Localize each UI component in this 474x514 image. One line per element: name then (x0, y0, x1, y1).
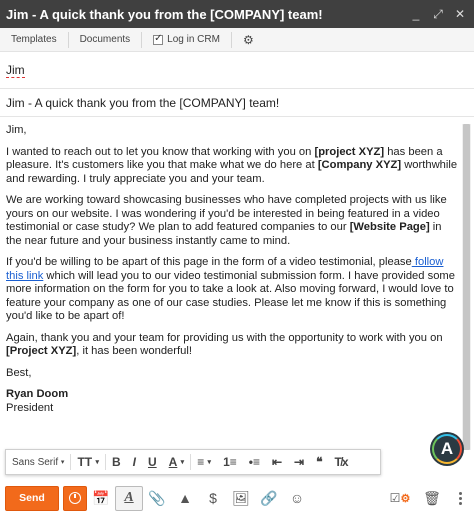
to-field[interactable] (0, 53, 474, 89)
chevron-down-icon: ▾ (60, 459, 65, 466)
font-family-select[interactable]: Sans Serif ▾ (12, 456, 65, 468)
compose-title-bar[interactable] (0, 0, 474, 28)
message-body[interactable] (6, 124, 460, 415)
send-button[interactable]: Send (5, 486, 59, 511)
bold-button[interactable]: B (111, 455, 121, 469)
avatar-letter: A (440, 439, 454, 458)
gear-icon: ⚙ (242, 32, 254, 47)
testimonial-link[interactable]: follow this link (6, 256, 444, 282)
signature (6, 388, 460, 415)
formatting-icon[interactable]: A (115, 486, 143, 511)
checkbox-icon: ☑ (389, 491, 401, 505)
subject-text: Jim - A quick thank you from the [COMPANY] team! (6, 95, 280, 110)
clock-icon (69, 492, 81, 504)
minimize-icon[interactable]: _ (412, 6, 420, 21)
chevron-down-icon: ▾ (95, 459, 99, 466)
font-size-button[interactable] (71, 453, 105, 471)
font-size-icon: TT (77, 455, 93, 469)
indent-more-button[interactable]: ⇥ (294, 455, 305, 469)
attach-icon[interactable]: 📎 (148, 489, 166, 506)
compose-window-title: Jim - A quick thank you from the [COMPANY] team! (6, 6, 323, 22)
quote-button[interactable]: ❝ (316, 455, 323, 469)
greeting: Jim, (6, 124, 27, 136)
extension-avatar[interactable] (430, 432, 464, 466)
hubspot-icon: ⚙ (400, 492, 411, 505)
paragraph-3: If you'd be willing to be apart of this page in the form of a video testimonial, please follow this link which will lead you to our video testimonial submission form. I have provided some more information on the form for you to take a look at. Also moving forward, I would love to feature your company as one of our case studies. Please let me know if this is something you'd like to be apart of! (6, 256, 455, 322)
text-color-button[interactable]: A ▾ (168, 455, 185, 469)
italic-button[interactable]: I (132, 455, 136, 469)
signature-title: President (6, 401, 54, 414)
signature-name: Ryan Doom (6, 388, 69, 400)
close-icon[interactable]: ✕ (454, 6, 466, 21)
remove-formatting-button[interactable]: T̸x (334, 455, 349, 469)
scrollbar-thumb[interactable] (463, 124, 470, 450)
emoji-icon[interactable]: ☺ (289, 490, 305, 506)
align-button[interactable] (191, 453, 217, 471)
compose-bottom-bar (0, 482, 474, 514)
paragraph-1: I wanted to reach out to let you know that working with you on [project XYZ] has been a pleasure. It's customers like you that make what we do here at [Company XYZ] worthwhile and rewarding. I truly appreciate you and your team. (6, 145, 458, 185)
drive-icon[interactable]: ▲ (178, 490, 192, 506)
indent-less-button[interactable]: ⇤ (271, 455, 283, 469)
log-in-crm-checkbox[interactable] (153, 35, 163, 45)
link-icon[interactable]: 🔗 (260, 489, 278, 506)
hubspot-track-icon[interactable] (382, 486, 418, 511)
log-in-crm-label: Log in CRM (167, 34, 220, 45)
chevron-down-icon: ▾ (207, 459, 212, 466)
popout-icon[interactable]: ⤢ (433, 6, 443, 21)
money-icon[interactable]: $ (209, 490, 217, 506)
calendar-icon[interactable]: 📅 (92, 489, 110, 506)
photo-icon[interactable]: 🖼 (232, 489, 250, 506)
underline-button[interactable]: U (147, 455, 157, 469)
formatting-toolbar (5, 449, 381, 475)
sales-toolbar (0, 28, 474, 52)
align-icon: ≡ (197, 455, 205, 469)
paragraph-2: We are working toward showcasing businesses who have completed projects with us like yours on our website. I was wondering if you'd be interested in being featured in a video testimonial or case study? We plan to add featured companies to our [Website Page] in the near future and your business instantly came to mind. (6, 194, 447, 247)
log-in-crm-toggle[interactable] (142, 32, 232, 48)
documents-button[interactable] (69, 32, 143, 48)
paragraph-4: Again, thank you and your team for providing us with the opportunity to work with you on [Project XYZ], it has been wonderful! (6, 331, 443, 357)
body-scrollbar[interactable] (462, 124, 471, 450)
documents-label: Documents (79, 34, 131, 45)
templates-label: Templates (11, 34, 57, 45)
trash-icon[interactable]: 🗑 (423, 489, 441, 506)
subject-field[interactable] (0, 89, 474, 117)
send-later-button[interactable] (63, 486, 87, 511)
closing: Best, (6, 366, 32, 379)
chevron-down-icon: ▾ (180, 459, 185, 466)
recipient-name[interactable]: Jim (6, 63, 25, 77)
templates-button[interactable] (0, 32, 69, 48)
more-options-icon[interactable] (446, 486, 474, 511)
settings-button[interactable] (232, 32, 265, 48)
numbered-list-button[interactable]: 1≡ (223, 455, 237, 469)
bulleted-list-button[interactable]: •≡ (248, 455, 260, 469)
